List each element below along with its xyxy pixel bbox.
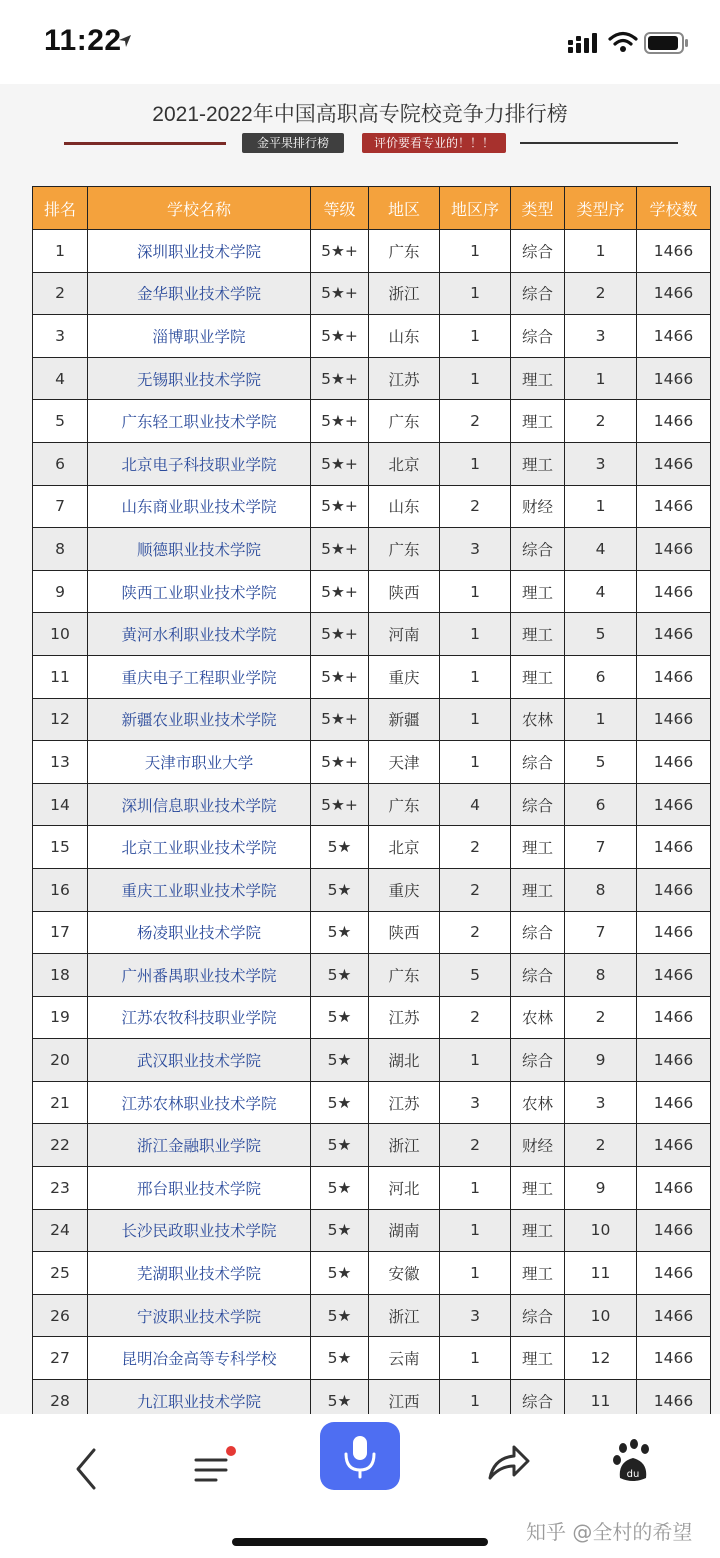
cell-grade: 5★+ <box>311 783 369 826</box>
cell-type: 综合 <box>511 528 565 571</box>
cell-region: 陕西 <box>369 570 440 613</box>
table-row <box>33 357 711 400</box>
cell-type-rank: 3 <box>565 442 637 485</box>
cell-rank: 24 <box>33 1209 88 1252</box>
cell-region: 陕西 <box>369 911 440 954</box>
cell-rank: 7 <box>33 485 88 528</box>
wifi-icon <box>608 31 638 53</box>
table-row <box>33 1124 711 1167</box>
cell-grade: 5★+ <box>311 272 369 315</box>
cell-region: 广东 <box>369 230 440 273</box>
col-header-rank: 排名 <box>33 187 88 230</box>
cell-region-rank: 3 <box>440 1294 511 1337</box>
cell-region-rank: 1 <box>440 1167 511 1210</box>
cell-region: 云南 <box>369 1337 440 1380</box>
cell-type: 综合 <box>511 272 565 315</box>
cell-type-rank: 11 <box>565 1252 637 1295</box>
cell-region: 浙江 <box>369 1124 440 1167</box>
cell-rank: 18 <box>33 954 88 997</box>
cell-rank: 3 <box>33 315 88 358</box>
cell-grade: 5★ <box>311 826 369 869</box>
cell-region-rank: 1 <box>440 1252 511 1295</box>
cell-region: 江苏 <box>369 996 440 1039</box>
cell-type-rank: 3 <box>565 1081 637 1124</box>
cell-rank: 25 <box>33 1252 88 1295</box>
cell-school-count: 1466 <box>637 1167 711 1210</box>
table-row <box>33 1209 711 1252</box>
cell-region-rank: 1 <box>440 442 511 485</box>
cell-school-name: 昆明冶金高等专科学校 <box>88 1337 311 1380</box>
cell-region: 河北 <box>369 1167 440 1210</box>
cell-school-name: 重庆工业职业技术学院 <box>88 868 311 911</box>
cell-type: 理工 <box>511 1209 565 1252</box>
cell-grade: 5★ <box>311 1209 369 1252</box>
table-header-row <box>33 187 711 230</box>
cell-type-rank: 3 <box>565 315 637 358</box>
cell-grade: 5★+ <box>311 698 369 741</box>
cell-type-rank: 4 <box>565 570 637 613</box>
cell-type-rank: 1 <box>565 485 637 528</box>
cell-school-name: 江苏农林职业技术学院 <box>88 1081 311 1124</box>
cell-school-count: 1466 <box>637 783 711 826</box>
notification-dot <box>226 1446 236 1456</box>
cell-grade: 5★+ <box>311 485 369 528</box>
ranking-table-body <box>33 230 711 1415</box>
cell-school-name: 天津市职业大学 <box>88 741 311 784</box>
menu-icon[interactable] <box>190 1446 236 1492</box>
cell-grade: 5★+ <box>311 613 369 656</box>
cell-school-name: 淄博职业学院 <box>88 315 311 358</box>
cell-type-rank: 2 <box>565 1124 637 1167</box>
back-arrow-icon[interactable] <box>70 1444 104 1494</box>
col-header-grade: 等级 <box>311 187 369 230</box>
cell-type: 理工 <box>511 613 565 656</box>
cell-region-rank: 2 <box>440 1124 511 1167</box>
cell-grade: 5★+ <box>311 230 369 273</box>
cell-type-rank: 10 <box>565 1209 637 1252</box>
cell-school-name: 北京电子科技职业学院 <box>88 442 311 485</box>
cell-region-rank: 1 <box>440 1039 511 1082</box>
cell-region-rank: 2 <box>440 826 511 869</box>
cell-region-rank: 1 <box>440 741 511 784</box>
cell-rank: 4 <box>33 357 88 400</box>
cell-region-rank: 1 <box>440 315 511 358</box>
col-header-type: 类型 <box>511 187 565 230</box>
cell-type: 理工 <box>511 1167 565 1210</box>
table-row <box>33 1252 711 1295</box>
cell-region-rank: 5 <box>440 954 511 997</box>
cell-rank: 21 <box>33 1081 88 1124</box>
cell-type: 综合 <box>511 315 565 358</box>
table-row <box>33 1167 711 1210</box>
cell-region: 广东 <box>369 528 440 571</box>
cell-type: 理工 <box>511 868 565 911</box>
cell-type: 理工 <box>511 1252 565 1295</box>
cell-region-rank: 1 <box>440 1209 511 1252</box>
watermark: 知乎 @全村的希望 <box>526 1520 693 1544</box>
cell-school-count: 1466 <box>637 826 711 869</box>
cell-school-count: 1466 <box>637 1081 711 1124</box>
cell-school-name: 广州番禺职业技术学院 <box>88 954 311 997</box>
cell-school-name: 顺德职业技术学院 <box>88 528 311 571</box>
table-row <box>33 954 711 997</box>
table-row <box>33 230 711 273</box>
cell-grade: 5★+ <box>311 741 369 784</box>
cell-rank: 13 <box>33 741 88 784</box>
cell-rank: 8 <box>33 528 88 571</box>
cell-rank: 27 <box>33 1337 88 1380</box>
cell-region: 江西 <box>369 1380 440 1414</box>
cell-region: 山东 <box>369 315 440 358</box>
cell-region: 安徽 <box>369 1252 440 1295</box>
svg-text:du: du <box>626 1469 640 1480</box>
cell-region-rank: 1 <box>440 272 511 315</box>
cell-school-count: 1466 <box>637 485 711 528</box>
table-row <box>33 272 711 315</box>
cell-rank: 19 <box>33 996 88 1039</box>
cell-rank: 14 <box>33 783 88 826</box>
cell-type: 综合 <box>511 1294 565 1337</box>
cell-grade: 5★+ <box>311 357 369 400</box>
cell-region: 湖南 <box>369 1209 440 1252</box>
cell-region-rank: 2 <box>440 400 511 443</box>
cell-rank: 15 <box>33 826 88 869</box>
cell-school-count: 1466 <box>637 741 711 784</box>
cell-school-count: 1466 <box>637 868 711 911</box>
cell-region-rank: 3 <box>440 1081 511 1124</box>
table-row <box>33 783 711 826</box>
cell-grade: 5★ <box>311 954 369 997</box>
cell-school-count: 1466 <box>637 613 711 656</box>
cell-type: 理工 <box>511 442 565 485</box>
voice-search-button[interactable] <box>320 1422 400 1490</box>
cell-grade: 5★+ <box>311 315 369 358</box>
ranking-table <box>32 186 711 1414</box>
col-header-region-rank: 地区序 <box>440 187 511 230</box>
tag-slogan: 评价要看专业的！！！ <box>362 133 506 153</box>
cell-school-name: 长沙民政职业技术学院 <box>88 1209 311 1252</box>
cell-school-name: 重庆电子工程职业学院 <box>88 655 311 698</box>
cell-grade: 5★ <box>311 1252 369 1295</box>
cell-region: 广东 <box>369 783 440 826</box>
cell-type: 农林 <box>511 996 565 1039</box>
cell-school-count: 1466 <box>637 357 711 400</box>
cell-rank: 26 <box>33 1294 88 1337</box>
ranking-title: 2021-2022年中国高职高专院校竞争力排行榜 <box>152 103 568 126</box>
cell-type: 农林 <box>511 1081 565 1124</box>
cell-school-count: 1466 <box>637 1209 711 1252</box>
cell-region-rank: 4 <box>440 783 511 826</box>
cell-type-rank: 1 <box>565 230 637 273</box>
cell-region-rank: 1 <box>440 357 511 400</box>
table-row <box>33 400 711 443</box>
table-row <box>33 996 711 1039</box>
cell-school-name: 无锡职业技术学院 <box>88 357 311 400</box>
cell-type: 理工 <box>511 655 565 698</box>
cell-type-rank: 6 <box>565 655 637 698</box>
cell-school-count: 1466 <box>637 570 711 613</box>
article-image <box>0 84 720 1414</box>
cell-type-rank: 2 <box>565 272 637 315</box>
cell-region-rank: 2 <box>440 996 511 1039</box>
table-row <box>33 1081 711 1124</box>
cell-type: 综合 <box>511 741 565 784</box>
cell-region: 河南 <box>369 613 440 656</box>
table-row <box>33 570 711 613</box>
col-header-school: 学校名称 <box>88 187 311 230</box>
table-row <box>33 528 711 571</box>
cell-region: 北京 <box>369 826 440 869</box>
cell-type: 综合 <box>511 230 565 273</box>
cell-region-rank: 1 <box>440 230 511 273</box>
cell-school-count: 1466 <box>637 954 711 997</box>
cell-region-rank: 1 <box>440 1380 511 1414</box>
table-row <box>33 868 711 911</box>
cell-region: 湖北 <box>369 1039 440 1082</box>
cell-school-count: 1466 <box>637 528 711 571</box>
cell-school-name: 深圳信息职业技术学院 <box>88 783 311 826</box>
cell-type-rank: 7 <box>565 826 637 869</box>
cell-school-name: 邢台职业技术学院 <box>88 1167 311 1210</box>
cell-type: 综合 <box>511 954 565 997</box>
cell-school-name: 江苏农牧科技职业学院 <box>88 996 311 1039</box>
cell-rank: 17 <box>33 911 88 954</box>
cell-type: 综合 <box>511 911 565 954</box>
status-bar <box>0 0 720 84</box>
cell-type: 农林 <box>511 698 565 741</box>
cell-type-rank: 5 <box>565 613 637 656</box>
cell-region: 广东 <box>369 954 440 997</box>
cell-rank: 9 <box>33 570 88 613</box>
cell-school-name: 浙江金融职业学院 <box>88 1124 311 1167</box>
cell-school-count: 1466 <box>637 996 711 1039</box>
cell-region-rank: 3 <box>440 528 511 571</box>
cell-region: 新疆 <box>369 698 440 741</box>
table-row <box>33 315 711 358</box>
cell-grade: 5★+ <box>311 570 369 613</box>
cell-rank: 12 <box>33 698 88 741</box>
cell-school-count: 1466 <box>637 400 711 443</box>
table-row <box>33 655 711 698</box>
table-row <box>33 442 711 485</box>
cell-region-rank: 1 <box>440 570 511 613</box>
cell-type: 理工 <box>511 400 565 443</box>
cell-grade: 5★ <box>311 1294 369 1337</box>
col-header-type-rank: 类型序 <box>565 187 637 230</box>
cell-type-rank: 11 <box>565 1380 637 1414</box>
cell-grade: 5★+ <box>311 528 369 571</box>
cell-grade: 5★ <box>311 1337 369 1380</box>
cell-region: 山东 <box>369 485 440 528</box>
cell-type-rank: 9 <box>565 1039 637 1082</box>
cell-grade: 5★ <box>311 1380 369 1414</box>
cell-region: 江苏 <box>369 1081 440 1124</box>
cell-school-count: 1466 <box>637 911 711 954</box>
cell-type-rank: 2 <box>565 996 637 1039</box>
cell-type-rank: 8 <box>565 868 637 911</box>
cell-type: 综合 <box>511 1380 565 1414</box>
cell-school-count: 1466 <box>637 1380 711 1414</box>
cell-type: 理工 <box>511 826 565 869</box>
cell-type: 理工 <box>511 570 565 613</box>
table-row <box>33 1294 711 1337</box>
cell-type: 理工 <box>511 357 565 400</box>
cell-type-rank: 1 <box>565 357 637 400</box>
cell-region: 浙江 <box>369 1294 440 1337</box>
cell-school-count: 1466 <box>637 1294 711 1337</box>
cell-region-rank: 1 <box>440 613 511 656</box>
cell-type-rank: 12 <box>565 1337 637 1380</box>
cell-type: 财经 <box>511 1124 565 1167</box>
cell-region-rank: 1 <box>440 698 511 741</box>
cell-rank: 22 <box>33 1124 88 1167</box>
title-divider-left <box>64 142 226 145</box>
cell-type-rank: 6 <box>565 783 637 826</box>
cell-school-name: 山东商业职业技术学院 <box>88 485 311 528</box>
location-arrow-icon <box>118 34 132 48</box>
cell-grade: 5★+ <box>311 655 369 698</box>
cell-grade: 5★+ <box>311 400 369 443</box>
cell-rank: 1 <box>33 230 88 273</box>
cell-school-name: 北京工业职业技术学院 <box>88 826 311 869</box>
cell-type-rank: 8 <box>565 954 637 997</box>
cell-type-rank: 1 <box>565 698 637 741</box>
cell-region: 浙江 <box>369 272 440 315</box>
cell-school-count: 1466 <box>637 698 711 741</box>
bottom-toolbar <box>0 1414 720 1558</box>
cell-school-count: 1466 <box>637 1252 711 1295</box>
cell-school-count: 1466 <box>637 272 711 315</box>
cell-type-rank: 10 <box>565 1294 637 1337</box>
cellular-signal-icon <box>568 33 600 53</box>
table-row <box>33 911 711 954</box>
cell-rank: 6 <box>33 442 88 485</box>
cell-rank: 28 <box>33 1380 88 1414</box>
cell-region-rank: 1 <box>440 655 511 698</box>
title-divider-right <box>520 142 678 144</box>
home-indicator[interactable] <box>232 1538 488 1546</box>
cell-school-name: 黄河水利职业技术学院 <box>88 613 311 656</box>
cell-region: 广东 <box>369 400 440 443</box>
cell-school-name: 武汉职业技术学院 <box>88 1039 311 1082</box>
cell-rank: 2 <box>33 272 88 315</box>
cell-grade: 5★ <box>311 1167 369 1210</box>
table-row <box>33 485 711 528</box>
cell-rank: 5 <box>33 400 88 443</box>
tag-ranking-brand: 金平果排行榜 <box>242 133 344 153</box>
cell-rank: 11 <box>33 655 88 698</box>
cell-region: 江苏 <box>369 357 440 400</box>
cell-school-count: 1466 <box>637 442 711 485</box>
cell-rank: 20 <box>33 1039 88 1082</box>
cell-school-count: 1466 <box>637 1337 711 1380</box>
cell-region: 北京 <box>369 442 440 485</box>
cell-type: 综合 <box>511 783 565 826</box>
cell-type-rank: 4 <box>565 528 637 571</box>
cell-school-name: 深圳职业技术学院 <box>88 230 311 273</box>
cell-grade: 5★ <box>311 868 369 911</box>
cell-school-count: 1466 <box>637 230 711 273</box>
cell-school-name: 金华职业技术学院 <box>88 272 311 315</box>
cell-type: 理工 <box>511 1337 565 1380</box>
cell-rank: 16 <box>33 868 88 911</box>
cell-school-name: 宁波职业技术学院 <box>88 1294 311 1337</box>
table-row <box>33 1039 711 1082</box>
cell-type-rank: 2 <box>565 400 637 443</box>
cell-school-name: 新疆农业职业技术学院 <box>88 698 311 741</box>
baidu-paw-icon[interactable] <box>612 1436 654 1486</box>
cell-grade: 5★ <box>311 1081 369 1124</box>
status-time: 11:22 <box>44 24 122 57</box>
cell-region: 重庆 <box>369 868 440 911</box>
battery-icon <box>644 31 690 55</box>
cell-school-name: 芜湖职业技术学院 <box>88 1252 311 1295</box>
cell-school-count: 1466 <box>637 655 711 698</box>
cell-type: 综合 <box>511 1039 565 1082</box>
cell-school-count: 1466 <box>637 1039 711 1082</box>
cell-school-count: 1466 <box>637 1124 711 1167</box>
cell-school-name: 广东轻工职业技术学院 <box>88 400 311 443</box>
cell-school-count: 1466 <box>637 315 711 358</box>
cell-region-rank: 2 <box>440 868 511 911</box>
cell-type-rank: 9 <box>565 1167 637 1210</box>
microphone-icon <box>320 1422 400 1490</box>
col-header-school-count: 学校数 <box>637 187 711 230</box>
cell-region-rank: 1 <box>440 1337 511 1380</box>
cell-type: 财经 <box>511 485 565 528</box>
share-icon[interactable] <box>484 1438 532 1486</box>
cell-grade: 5★+ <box>311 442 369 485</box>
table-row <box>33 1380 711 1414</box>
table-row <box>33 613 711 656</box>
col-header-region: 地区 <box>369 187 440 230</box>
cell-type-rank: 7 <box>565 911 637 954</box>
cell-grade: 5★ <box>311 996 369 1039</box>
cell-grade: 5★ <box>311 1124 369 1167</box>
cell-region-rank: 2 <box>440 911 511 954</box>
cell-grade: 5★ <box>311 911 369 954</box>
cell-rank: 23 <box>33 1167 88 1210</box>
cell-school-name: 九江职业技术学院 <box>88 1380 311 1414</box>
table-row <box>33 698 711 741</box>
cell-region-rank: 2 <box>440 485 511 528</box>
cell-school-name: 陕西工业职业技术学院 <box>88 570 311 613</box>
cell-region: 天津 <box>369 741 440 784</box>
cell-grade: 5★ <box>311 1039 369 1082</box>
table-row <box>33 741 711 784</box>
table-row <box>33 826 711 869</box>
table-row <box>33 1337 711 1380</box>
cell-region: 重庆 <box>369 655 440 698</box>
cell-rank: 10 <box>33 613 88 656</box>
cell-school-name: 杨凌职业技术学院 <box>88 911 311 954</box>
cell-type-rank: 5 <box>565 741 637 784</box>
